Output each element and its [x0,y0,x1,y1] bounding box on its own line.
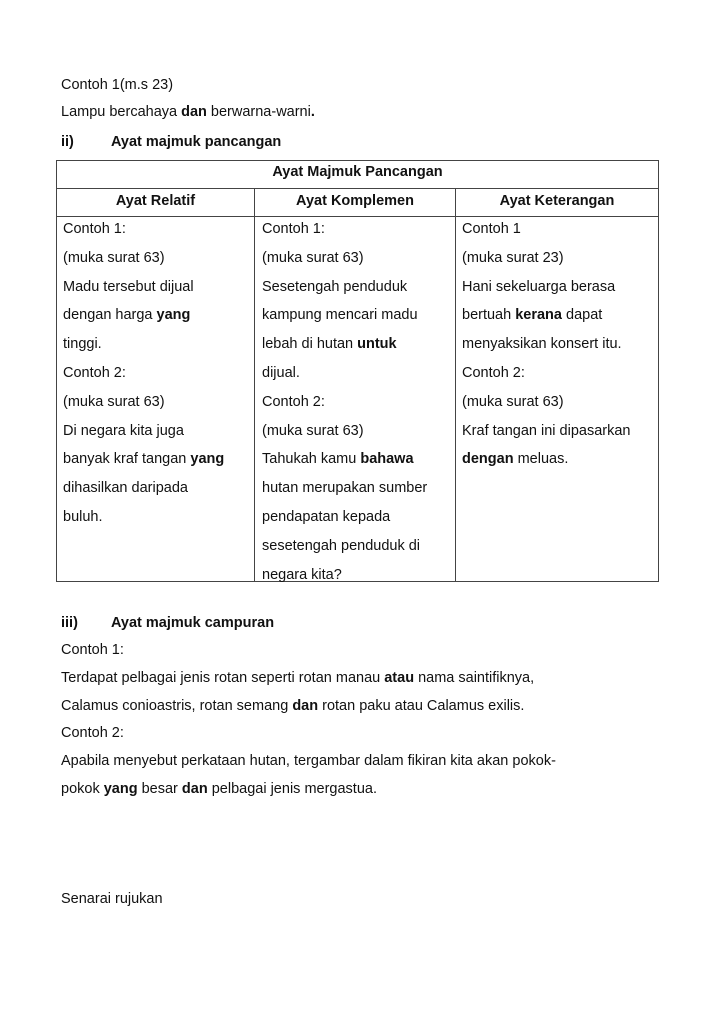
table-cell-line: lebah di hutan untuk [262,336,397,353]
table-cell-line: (muka surat 23) [462,249,564,266]
table-cell-line: dijual. [262,364,300,381]
table-title: Ayat Majmuk Pancangan [272,164,443,180]
table-cell-line: buluh. [63,508,103,525]
example-label: Contoh 1: [61,642,124,658]
table-cell-line: Contoh 2: [63,364,126,381]
column-relatif [63,219,224,536]
references-title: Senarai rujukan [61,891,163,907]
table-cell-line: bertuah kerana dapat [462,307,603,324]
example-label: Contoh 2: [61,725,124,741]
table-cell-line: negara kita? [262,566,342,583]
table-cell-line: Contoh 2: [262,393,325,410]
table-cell-line: tinggi. [63,336,102,353]
section-heading-ii: ii) Ayat majmuk pancangan [61,134,282,150]
example-sentence: Calamus conioastris, rotan semang dan rotan paku atau Calamus exilis. [61,698,525,714]
table-cell-line: Contoh 1: [63,221,126,237]
table-cell-line: Madu tersebut dijual [63,278,194,295]
column-komplemen [262,219,427,593]
table-cell-line: Contoh 2: [462,364,525,381]
table-cell-line: Contoh 1 [462,221,521,237]
example-label: Contoh 1(m.s 23) [61,77,174,93]
table-cell-line: menyaksikan konsert itu. [462,336,622,353]
example-sentence: pokok yang besar dan pelbagai jenis mergastua. [61,781,377,797]
table-cell-line: Kraf tangan ini dipasarkan [462,422,631,439]
table-cell-line: Hani sekeluarga berasa [462,278,616,295]
table-cell-line: (muka surat 63) [63,393,165,410]
column-keterangan [462,219,630,478]
table-cell-line: Sesetengah penduduk [262,278,408,295]
table-cell-line: banyak kraf tangan yang [63,451,225,468]
table-cell-line: pendapatan kepada [262,508,391,525]
table-cell-line: dengan harga yang [63,307,191,324]
table-divider [57,216,658,217]
example-sentence: Apabila menyebut perkataan hutan, tergambar dalam fikiran kita akan pokok- [61,753,556,769]
table-divider [254,188,255,581]
table-cell-line: sesetengah penduduk di [262,537,421,554]
table-cell-line: Tahukah kamu bahawa [262,451,414,468]
example-sentence: Terdapat pelbagai jenis rotan seperti rotan manau atau nama saintifiknya, [61,670,535,686]
table-cell-line: dihasilkan daripada [63,480,188,497]
table-divider [455,188,456,581]
table-cell-line: hutan merupakan sumber [262,480,428,497]
table-cell-line: (muka surat 63) [262,249,364,266]
column-header-komplemen: Ayat Komplemen [296,193,414,209]
table-cell-line: Contoh 1: [262,221,325,237]
table-cell-line: (muka surat 63) [63,249,165,266]
table-cell-line: Di negara kita juga [63,422,184,439]
table-cell-line: kampung mencari madu [262,307,418,324]
column-header-relatif: Ayat Relatif [115,193,196,209]
table-cell-line: (muka surat 63) [262,422,364,439]
table-cell-line: dengan meluas. [462,451,569,468]
section-heading-iii: iii) Ayat majmuk campuran [61,615,275,631]
pancangan-table [56,160,659,582]
example-sentence: Lampu bercahaya dan berwarna-warni. [61,104,315,120]
table-divider [57,188,658,189]
column-header-keterangan: Ayat Keterangan [499,193,615,209]
table-cell-line: (muka surat 63) [462,393,564,410]
